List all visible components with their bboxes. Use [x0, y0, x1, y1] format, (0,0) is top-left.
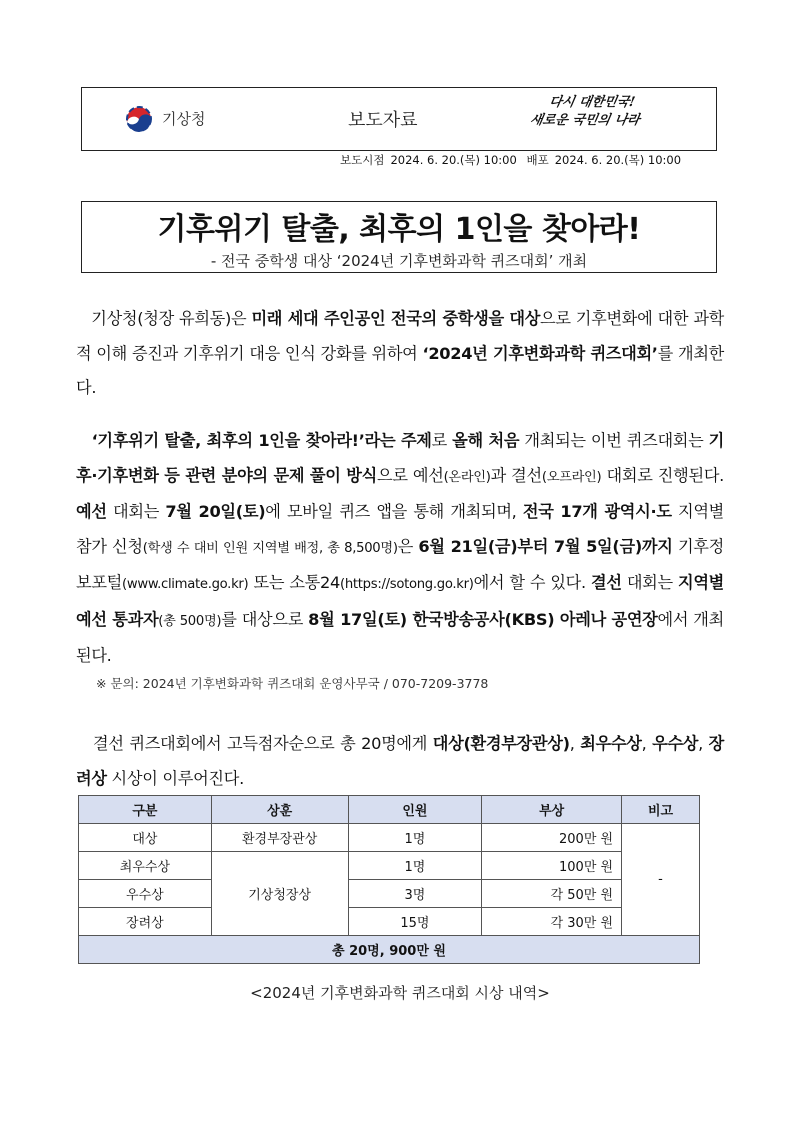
text: 기후정보포털: [76, 536, 724, 592]
link-sotong: (https://sotong.go.kr): [340, 577, 474, 592]
text-bold: ‘기후위기 탈출, 최후의 1인을 찾아라!’라는 주제: [91, 431, 432, 450]
cell-category: 대상: [79, 824, 212, 852]
table-row: [79, 824, 700, 852]
text: 지역별 참가 신청: [76, 502, 725, 556]
embargo-value: 2024. 6. 20.(목) 10:00: [390, 153, 517, 167]
text: 를 개최한다.: [76, 343, 724, 397]
slogan: [523, 94, 713, 148]
text: 대회로 진행된다.: [601, 465, 725, 485]
cell-total: 총 20명, 900만 원: [79, 936, 700, 964]
cell-count: 15명: [348, 908, 482, 936]
text-bold: 전국 17개 광역시·도: [522, 502, 672, 521]
text-bold: 장려상: [76, 734, 724, 788]
text-bold: 우수상: [652, 734, 699, 753]
awards-table: [78, 795, 700, 964]
page-subtitle: - 전국 중학생 대상 ‘2024년 기후변화과학 퀴즈대회’ 개최: [210, 252, 588, 270]
text: 개최되는 이번 퀴즈대회는: [519, 431, 709, 450]
text-bold: 7월 20일(토): [165, 502, 266, 521]
slogan-line-2: 새로운 국민의 나라: [528, 113, 641, 128]
table-header-row: [79, 796, 700, 824]
text: 기상청(청장 유희동)은: [91, 309, 252, 328]
text: 로: [431, 431, 453, 450]
cell-category: 최우수상: [79, 852, 212, 880]
cell-category: 우수상: [79, 880, 212, 908]
link-climate-portal: (www.climate.go.kr): [122, 577, 249, 592]
text-bold: 8월 17일(토) 한국방송공사(KBS) 아레나 공연장: [308, 609, 658, 629]
cell-prize: 100만 원: [482, 852, 622, 880]
cell-prize: 각 30만 원: [482, 908, 622, 936]
text: 대회는: [621, 573, 678, 592]
cell-prize: 각 50만 원: [482, 880, 622, 908]
table-row: [79, 908, 700, 936]
header-category: 구분: [79, 796, 212, 824]
text-bold: 최우수상: [580, 734, 642, 753]
text-bold: 결선: [591, 573, 622, 592]
paragraph-awards: [76, 727, 724, 796]
cell-count: 1명: [348, 852, 482, 880]
text-small: (온라인): [443, 469, 491, 485]
slogan-line-1: 다시 대한민국!: [547, 95, 637, 110]
text: 를 대상으로: [221, 609, 309, 629]
text-small: (학생 수 대비 인원 지역별 배정, 총 8,500명): [142, 540, 398, 556]
agency-name: 기상청: [162, 110, 206, 128]
press-release-label: 보도자료: [348, 110, 418, 131]
table-caption: <2024년 기후변화과학 퀴즈대회 시상 내역>: [250, 984, 550, 1002]
text: 결선 퀴즈대회에서 고득점자순으로 총 20명에게: [93, 734, 433, 753]
table-total-row: [79, 936, 700, 964]
text-bold: 예선: [76, 502, 107, 521]
cell-award-shared: 기상청장상: [211, 852, 348, 936]
header-box: [81, 87, 717, 151]
text-bold: 대상(환경부장관상): [432, 734, 570, 753]
text: 과 결선: [490, 465, 542, 485]
cell-note: -: [622, 824, 700, 936]
text: 은: [397, 536, 419, 556]
text: 으로 기후변화에 대한 과학적 이해 증진과 기후위기 대응 인식 강화를 위하여: [76, 309, 724, 363]
header-count: 인원: [348, 796, 482, 824]
text-bold: 미래 세대 주인공인 전국의 중학생을 대상: [251, 309, 541, 328]
text: 시상이 이루어진다.: [106, 768, 244, 788]
contact-note: ※ 문의: 2024년 기후변화과학 퀴즈대회 운영사무국 / 070-7209-3778: [96, 676, 489, 691]
embargo-label: 보도시점: [340, 153, 385, 167]
title-box: [81, 201, 717, 273]
text: 대회는: [106, 502, 166, 521]
distribution-value: 2024. 6. 20.(목) 10:00: [554, 153, 682, 167]
cell-category: 장려상: [79, 908, 212, 936]
header-note: 비고: [622, 796, 700, 824]
paragraph-intro: [76, 302, 724, 406]
text-bold: 기후·기후변화 등 관련 분야의 문제 풀이 방식: [76, 431, 725, 485]
paragraph-details: [76, 424, 724, 674]
kma-logo-icon: [122, 102, 156, 136]
text: 에서 개최된다.: [76, 609, 724, 665]
text-bold: 지역별 예선 통과자: [76, 573, 724, 629]
text-small: (오프라인): [541, 469, 602, 485]
text-bold: 올해 처음: [452, 431, 520, 450]
text-bold: ‘2024년 기후변화과학 퀴즈대회’: [422, 343, 658, 363]
text: 에서 할 수 있다.: [473, 573, 591, 592]
cell-count: 3명: [348, 880, 482, 908]
header-award: 상훈: [211, 796, 348, 824]
release-dates: [340, 152, 687, 168]
distribution-label: 배포: [526, 153, 549, 167]
page-title: 기후위기 탈출, 최후의 1인을 찾아라!: [157, 212, 641, 247]
cell-prize: 200만 원: [482, 824, 622, 852]
text: 으로 예선: [376, 465, 444, 485]
cell-count: 1명: [348, 824, 482, 852]
text: 에 모바일 퀴즈 앱을 통해 개최되며,: [265, 502, 523, 521]
header-prize: 부상: [482, 796, 622, 824]
table-row: [79, 852, 700, 880]
text-small: (총 500명): [158, 613, 222, 629]
text: ,: [698, 734, 709, 753]
cell-award: 환경부장관상: [211, 824, 348, 852]
table-row: [79, 880, 700, 908]
text: 또는 소통24: [248, 573, 341, 592]
text: ,: [641, 734, 653, 753]
text: ,: [569, 734, 581, 753]
text-bold: 6월 21일(금)부터 7월 5일(금)까지: [418, 536, 673, 556]
